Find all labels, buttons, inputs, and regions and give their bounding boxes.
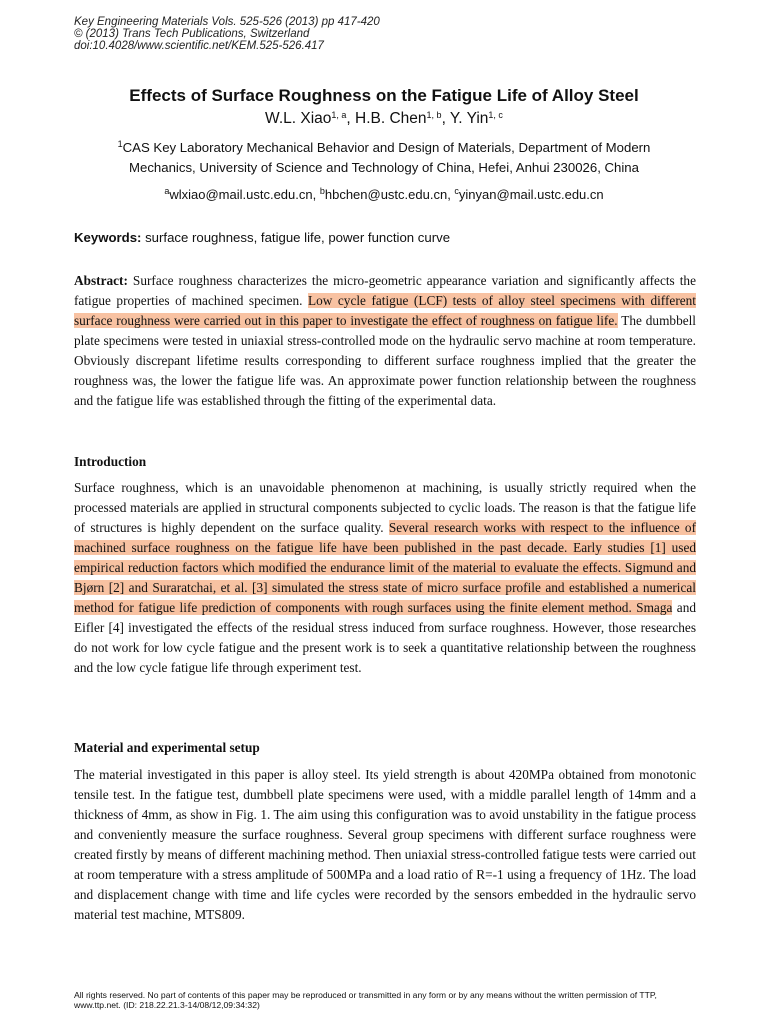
introduction-text: Surface roughness, which is an unavoidable phenomenon at machining, is usually strictly required when the processed materials are applied in structural components subjected to cyclic loads. The reason is that the fatigue life of structures is highly dependent on the surface quality.: [74, 480, 696, 535]
author-affiliation-marker: 1, a: [331, 110, 347, 120]
affiliation-line: Mechanics, University of Science and Technology of China, Hefei, Anhui 230026, China: [129, 160, 639, 175]
keywords-label: Keywords:: [74, 230, 142, 245]
email-marker: a: [164, 186, 170, 196]
author-list: [0, 110, 768, 128]
highlighted-text[interactable]: Low cycle fatigue (LCF) tests of alloy steel specimens with different surface roughness were carried out in this paper to investigate the effect of roughness on fatigue life.: [74, 293, 697, 328]
affiliation-line: CAS Key Laboratory Mechanical Behavior and Design of Materials, Department of Modern: [122, 140, 651, 155]
author-name: Y. Yin: [449, 110, 489, 127]
highlighted-text[interactable]: Several research works with respect to the influence of machined surface roughness on the fatigue life have been published in the past decade. Early studies [1] used empirical reduction factors which modified the endurance limit of the material to evaluate the effects. Sigmund and Bjørn [2] and Suraratchai, et al. [3] simulated the stress state of micro surface profile and established a numerical method for fatigue life prediction of components with rough surfaces using the finite element method. Smaga: [74, 520, 696, 615]
section-heading-material: Material and experimental setup: [74, 740, 260, 755]
material-paragraph: The material investigated in this paper is alloy steel. Its yield strength is about 420MPa obtained from monotonic tensile test. In the fatigue test, dumbbell plate specimens were used, with a middle parallel length of 14mm and a thickness of 4mm, as show in Fig. 1. The aim using this configuration was to avoid unstability in the fatigue process and conveniently measure the surface roughness. Several group specimens with different surface roughness were created firstly by means of different machining method. Then uniaxial stress-controlled fatigue tests were carried out at room temperature with a stress amplitude of 500MPa and a load ratio of R=-1 using a frequency of 1Hz. The load and displacement change with time and life cycles were recorded by the sensors embedded in the hydraulic servo material test machine, MTS809.: [74, 767, 696, 922]
abstract-text: The dumbbell plate specimens were tested in uniaxial stress-controlled mode on the hydraulic servo machine at room temperature. Obviously discrepant lifetime results corresponding to different surface roughness implied that the greater the roughness was, the lower the fatigue life was. An approximate power function relationship between the roughness and the fatigue life was established through the fitting of the experimental data.: [74, 313, 697, 408]
journal-header: [74, 16, 380, 52]
footer-line: All rights reserved. No part of contents of this paper may be reproduced or transmitted in any form or by any means without the written permission of TTP,: [74, 990, 657, 1000]
paper-title: Effects of Surface Roughness on the Fatigue Life of Alloy Steel: [129, 86, 639, 105]
abstract-label: Abstract:: [74, 273, 128, 288]
copyright-footer: [74, 990, 714, 1010]
affiliation-marker: 1: [117, 139, 123, 149]
footer-line: www.ttp.net. (ID: 218.22.21.3-14/08/12,09:34:32): [74, 1000, 260, 1010]
author-name: H.B. Chen: [355, 110, 427, 127]
email-marker: c: [454, 186, 459, 196]
introduction-paragraph: [74, 478, 696, 678]
affiliation: [60, 138, 708, 178]
email-address[interactable]: wlxiao@mail.ustc.edu.cn,: [169, 187, 320, 202]
keywords-text: surface roughness, fatigue life, power function curve: [141, 230, 451, 245]
copyright-notice: © (2013) Trans Tech Publications, Switzerland: [74, 28, 310, 40]
author-affiliation-marker: 1, b: [426, 110, 442, 120]
journal-citation: Key Engineering Materials Vols. 525-526 (2013) pp 417-420: [74, 16, 380, 28]
keywords: [74, 230, 450, 245]
introduction-text: and Eifler [4] investigated the effects of the residual stress induced from surface roughness. However, those researches do not work for low cycle fatigue and the present work is to seek a quantitative relationship between the roughness and the low cycle fatigue life through experiment test.: [74, 600, 696, 675]
doi-link[interactable]: doi:10.4028/www.scientific.net/KEM.525-526.417: [74, 40, 324, 52]
author-separator: ,: [441, 110, 450, 127]
section-heading-introduction: Introduction: [74, 454, 147, 469]
email-address[interactable]: hbchen@ustc.edu.cn,: [324, 187, 455, 202]
author-name: W.L. Xiao: [265, 110, 332, 127]
abstract-paragraph: [74, 271, 696, 411]
email-marker: b: [319, 186, 325, 196]
author-affiliation-marker: 1, c: [488, 110, 503, 120]
abstract-text: Surface roughness characterizes the micro-geometric appearance variation and significantly affects the fatigue properties of machined specimen.: [74, 273, 696, 308]
email-address[interactable]: yinyan@mail.ustc.edu.cn: [458, 187, 604, 202]
author-separator: ,: [346, 110, 356, 127]
author-emails: [0, 187, 768, 202]
